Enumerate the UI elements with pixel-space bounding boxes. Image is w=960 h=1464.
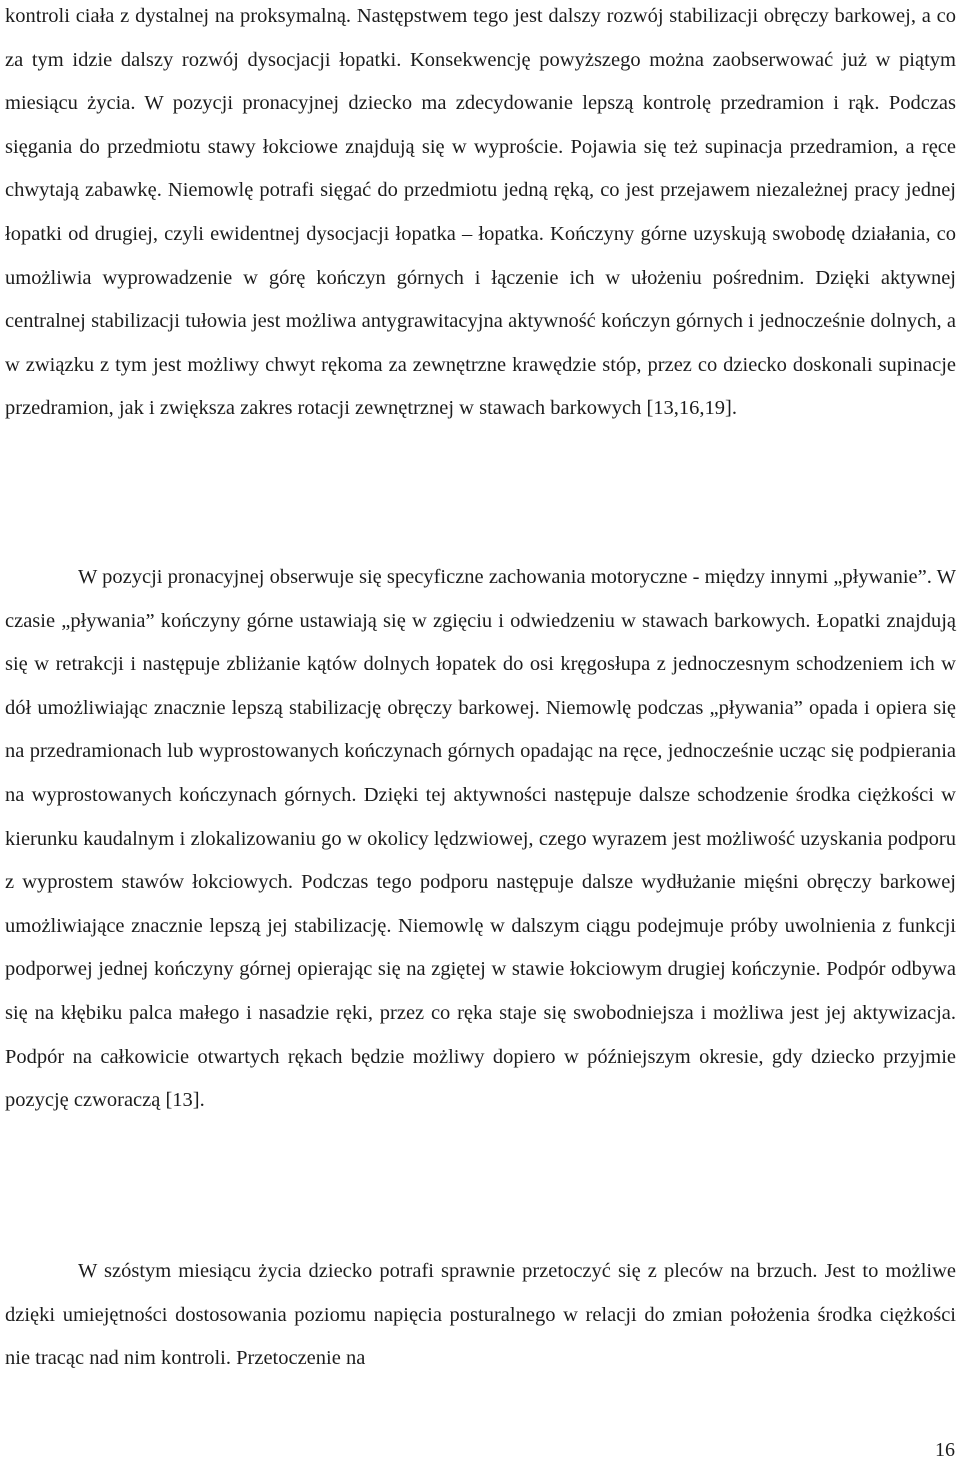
- paragraph-continuation: kontroli ciała z dystalnej na proksymalną. Następstwem tego jest dalszy rozwój stabilizacji obręczy barkowej, a co za tym idzie dalszy rozwój dysocjacji łopatki. Konsekwencję powyższego można zaobserwować już w piątym miesiącu życia. W pozycji pronacyjnej dziecko ma zdecydowanie lepszą kontrolę przedramion i rąk. Podczas sięgania do przedmiotu stawy łokciowe znajdują się w wyproście. Pojawia się też supinacja przedramion, a ręce chwytają zabawkę. Niemowlę potrafi sięgać do przedmiotu jedną ręką, co jest przejawem niezależnej pracy jednej łopatki od drugiej, czyli ewidentnej dysocjacji łopatka – łopatka. Kończyny górne uzyskują swobodę działania, co umożliwia wyprowadzenie w górę kończyn górnych i łączenie ich w ułożeniu pośrednim. Dzięki aktywnej centralnej stabilizacji tułowia jest możliwa antygrawitacyjna aktywność kończyn górnych i jednocześnie dolnych, a w związku z tym jest możliwy chwyt rękoma za zewnętrzne krawędzie stóp, przez co dziecko doskonali supinacje przedramion, jak i zwiększa zakres rotacji zewnętrznej w stawach barkowych [13,16,19].: [5, 5, 956, 420]
- paragraph-swimming: W pozycji pronacyjnej obserwuje się specyficzne zachowania motoryczne - między innymi „pływanie”. W czasie „pływania” kończyny górne ustawiają się w zgięciu i odwiedzeniu w stawach barkowych. Łopatki znajdują się w retrakcji i następuje zbliżanie kątów dolnych łopatek do osi kręgosłupa z jednoczesnym schodzeniem ich w dół umożliwiając znacznie lepszą stabilizację obręczy barkowej. Niemowlę podczas „pływania” opada i opiera się na przedramionach lub wyprostowanych kończynach górnych opadając na ręce, jednocześnie ucząc się podpierania na wyprostowanych kończynach górnych. Dzięki tej aktywności następuje dalsze schodzenie środka ciężkości w kierunku kaudalnym i zlokalizowaniu go w okolicy lędzwiowej, czego wyrazem jest możliwość uzyskania podporu z wyprostem stawów łokciowych. Podczas tego podporu następuje dalsze wydłużanie mięśni obręczy barkowej umożliwiające znacznie lepszą jej stabilizację. Niemowlę w dalszym ciągu podejmuje próby uwolnienia z funkcji podporwej jednej kończyny górnej opierając się na zgiętej w stawie łokciowym drugiej kończynie. Podpór odbywa się na kłębiku palca małego i nasadzie ręki, przez co ręka staje się swobodniejsza i możliwa jest jej aktywizacja. Podpór na całkowicie otwartych rękach będzie możliwy dopiero w późniejszym okresie, gdy dziecko przyjmie pozycję czworaczą [13].: [5, 566, 956, 1112]
- paragraph-block-3: [5, 1250, 956, 1381]
- paragraph-block-2: [5, 556, 956, 1123]
- page-number: 16: [935, 1439, 955, 1461]
- paragraph-block-1: [5, 0, 956, 431]
- paragraph-sixth-month: W szóstym miesiącu życia dziecko potrafi sprawnie przetoczyć się z pleców na brzuch. Jest to możliwe dzięki umiejętności dostosowania poziomu napięcia posturalnego w relacji do zmian położenia środka ciężkości nie tracąc nad nim kontroli. Przetoczenie na: [5, 1260, 956, 1370]
